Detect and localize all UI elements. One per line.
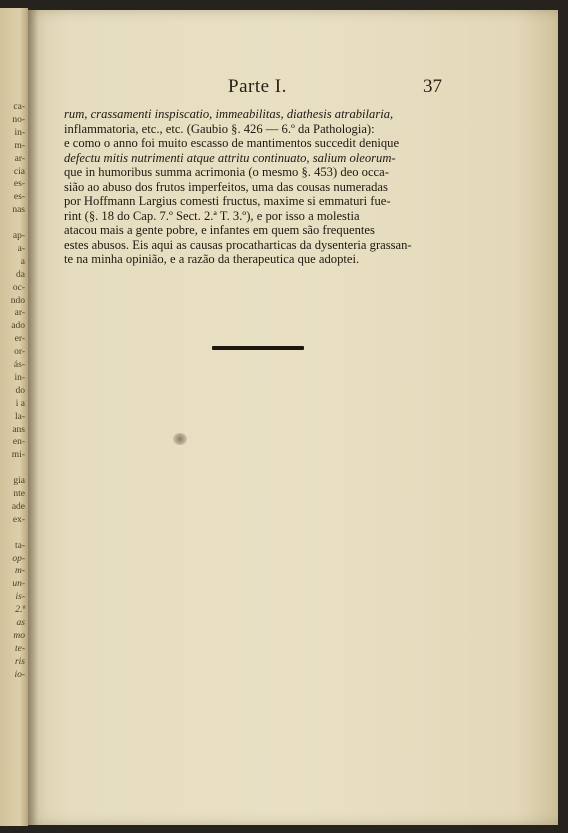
text-line: defectu mitis nutrimenti atque attritu continuato, salium oleorum- — [64, 150, 396, 165]
facing-page-fragment: io- — [14, 669, 25, 680]
text-line: rum, crassamenti inspiscatio, immeabilitas, diathesis atrabilaria, — [64, 107, 394, 121]
facing-page-fragment: ans — [12, 424, 25, 435]
facing-page-fragment: gia — [13, 476, 25, 487]
facing-page-fragment: ta- — [14, 540, 25, 551]
facing-page-fragment: te- — [14, 643, 25, 654]
facing-page-fragment: ris — [14, 656, 25, 667]
section-rule — [212, 346, 304, 350]
facing-page-fragment: mo — [13, 630, 25, 641]
facing-page-fragment: no- — [12, 114, 25, 125]
facing-page-fragment: ás- — [13, 360, 25, 370]
running-head: Parte I. — [228, 76, 287, 97]
facing-page-fragment: do — [15, 385, 25, 396]
text-line: te na minha opinião, e a razão da therapeutica que adoptei. — [64, 252, 360, 266]
facing-page-fragment: 2.ª — [15, 605, 25, 616]
text-line: rint (§. 18 do Cap. 7.º Sect. 2.ª T. 3.º), e por isso a molestia — [64, 208, 360, 223]
facing-page-edge — [0, 8, 28, 826]
facing-page-fragment: la- — [14, 411, 25, 422]
facing-page-fragment: in- — [14, 372, 25, 383]
facing-page-fragment: da — [16, 269, 25, 280]
facing-page-fragment: ar- — [14, 153, 25, 164]
text-line: inflammatoria, etc., etc. (Gaubio §. 426 — 6.º da Pathologia): — [64, 121, 375, 136]
facing-page-fragment: en- — [12, 437, 25, 448]
facing-page-fragment: oc- — [12, 282, 25, 293]
facing-page-fragment: ex- — [12, 514, 25, 525]
page-gutter-shadow — [28, 10, 38, 825]
facing-page-fragment: op- — [12, 553, 25, 564]
facing-page-fragment: mi- — [11, 450, 25, 461]
text-line: sião ao abuso dos frutos imperfeitos, uma das cousas numeradas — [64, 179, 388, 194]
facing-page-fragment: m- — [14, 140, 25, 151]
text-line: que in humoribus summa acrimonia (o mesmo §. 453) deo occa- — [64, 165, 389, 179]
facing-page-fragment: ade — [11, 501, 25, 512]
facing-page-fragment: ar- — [14, 308, 25, 319]
facing-page-fragment: er- — [14, 334, 25, 345]
facing-page-fragment: as — [16, 618, 25, 628]
facing-page-fragment: i a — [15, 398, 25, 409]
facing-page-fragment: ap- — [12, 231, 25, 241]
text-line: estes abusos. Eis aqui as causas procatharticas da dysenteria grassan- — [64, 237, 412, 252]
facing-page-fragment: a — [20, 256, 25, 267]
text-line: e como o anno foi muito escasso de mantimentos succedit denique — [64, 136, 400, 150]
facing-page-fragment: nte — [13, 489, 25, 499]
page-number: 37 — [423, 76, 442, 97]
facing-page-fragment: cia — [13, 166, 25, 177]
facing-page-fragment: a- — [17, 243, 25, 254]
facing-page-fragment: es- — [13, 179, 25, 190]
facing-page-fragment: ado — [11, 321, 25, 332]
facing-page-fragment: nas — [12, 205, 25, 216]
facing-page-fragment: or- — [14, 347, 25, 358]
facing-page-fragment: es- — [13, 192, 25, 203]
facing-page-fragment: is- — [15, 592, 25, 603]
text-line: por Hoffmann Largius comesti fructus, maxime si emmaturi fue- — [64, 194, 391, 208]
text-line: atacou mais a gente pobre, e infantes em quem são frequentes — [64, 223, 375, 237]
facing-page-fragment: ca- — [13, 102, 25, 112]
facing-page-fragment: in- — [14, 127, 25, 138]
book-page — [28, 10, 558, 825]
facing-page-fragment: ndo — [10, 295, 25, 306]
facing-page-fragment: un- — [12, 579, 25, 590]
body-text — [64, 107, 459, 267]
facing-page-fragment: m- — [14, 566, 25, 577]
paper-stain — [173, 433, 187, 445]
